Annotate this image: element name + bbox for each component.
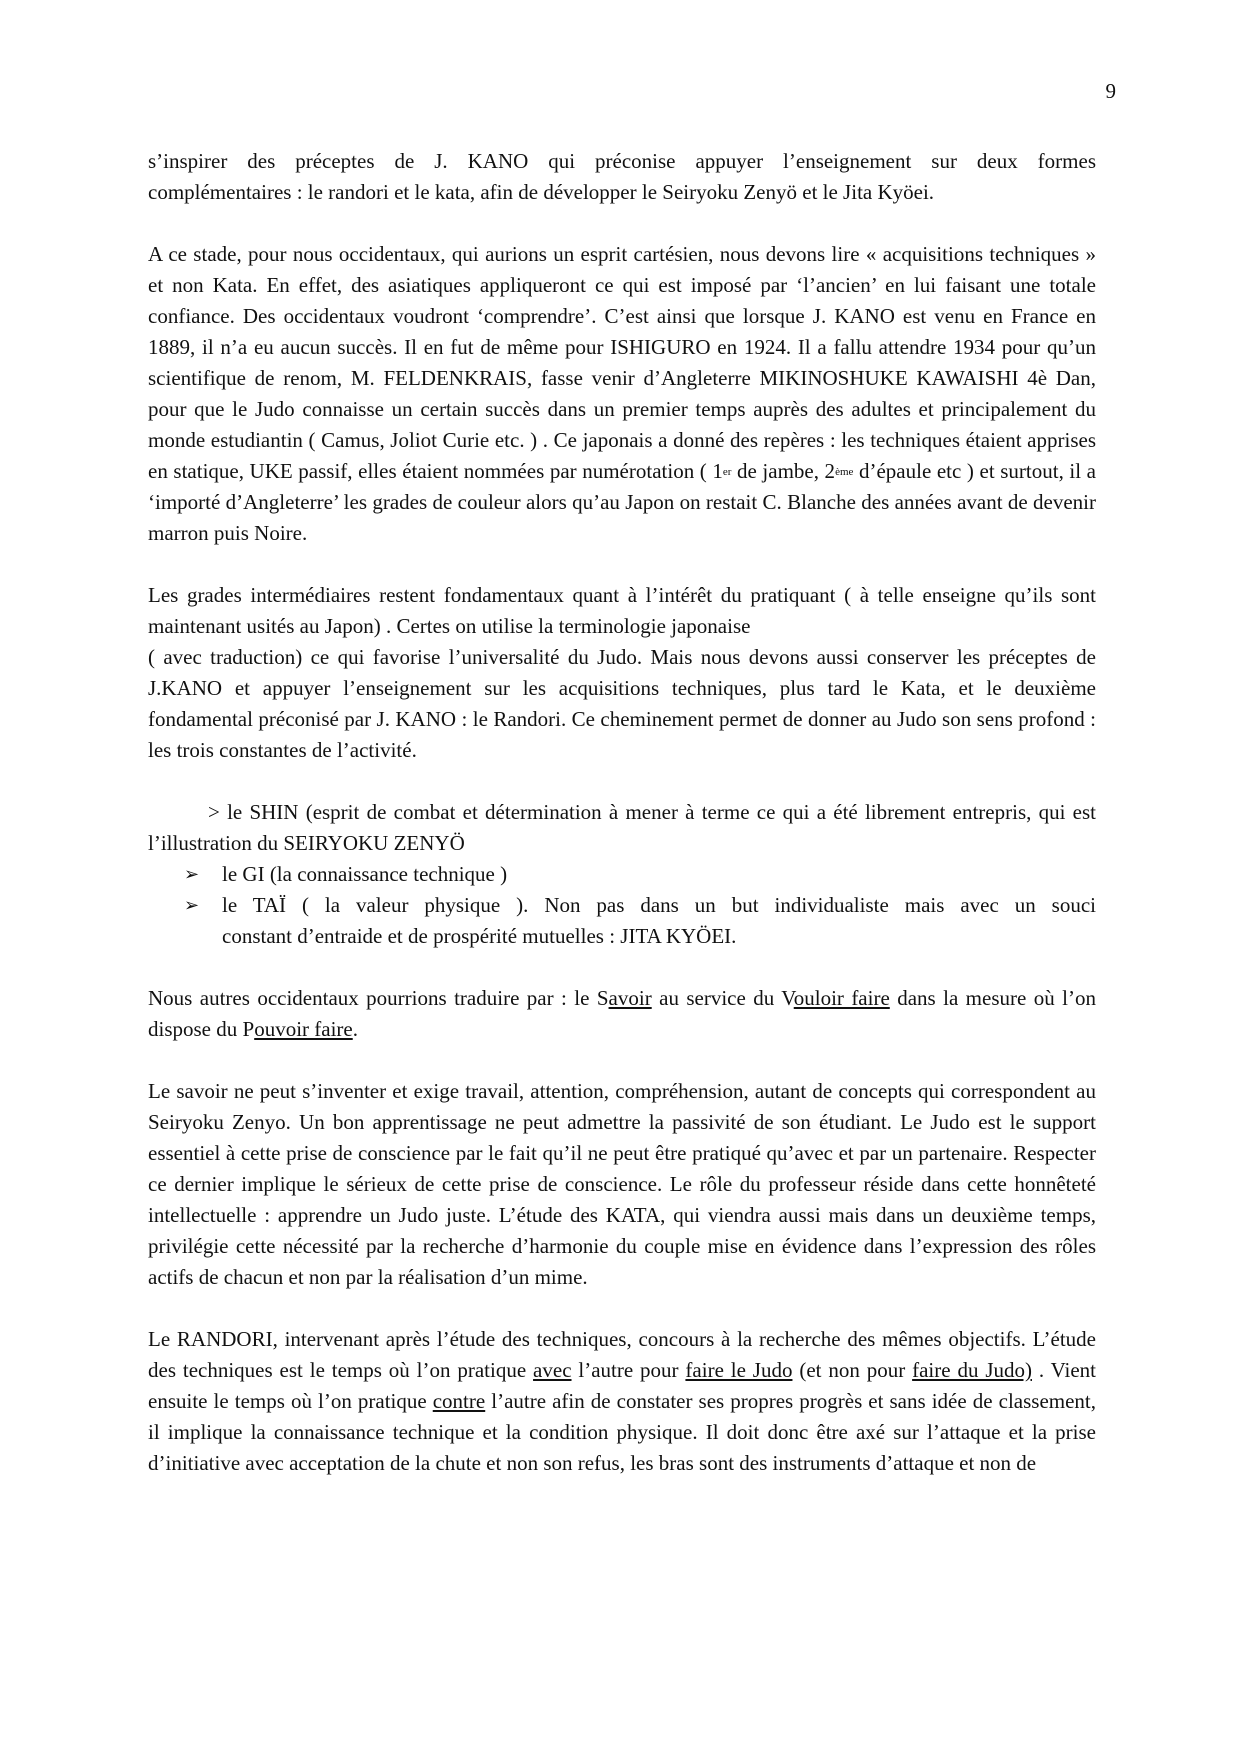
constantes-list: [148, 859, 1096, 952]
paragraph-kano-precepts: [148, 146, 1096, 208]
list-item-text: le GI (la connaissance technique ): [222, 862, 508, 886]
arrow-bullet-icon: ➢: [184, 895, 200, 916]
superscript-2eme: ème: [835, 466, 854, 478]
underlined-word: avoir: [608, 986, 652, 1010]
paragraph-text: Les grades intermédiaires restent fondamentaux quant à l’intérêt du pratiquant ( à telle enseigne qu’ils sont maintenant usités au Japon) . Certes on utilise la terminologie japonaise: [148, 583, 1096, 638]
paragraph-text: dans la mesure où l’on dispose du P: [148, 986, 1096, 1041]
list-item-tai: [148, 890, 1096, 952]
paragraph-text: A ce stade, pour nous occidentaux, qui aurions un esprit cartésien, nous devons lire « acquisitions techniques » et non Kata. En effet, des asiatiques appliqueront ce qui est imposé par ‘l’ancien’ en lui faisant une totale confiance. Des occidentaux voudront ‘comprendre’. C’est ainsi que lorsque J. KANO est venu en France en 1889, il n’a eu aucun succès. Il en fut de même pour ISHIGURO en 1924. Il a fallu attendre 1934 pour qu’un scientifique de renom, M. FELDENKRAIS, fasse venir d’Angleterre MIKINOSHUKE KAWAISHI 4è Dan, pour que le Judo connaisse un certain succès dans un premier temps auprès des adultes et principalement du monde estudiantin ( Camus, Joliot Curie etc. ) . Ce japonais a donné des repères : les techniques étaient apprises en statique, UKE passif, elles étaient nommées par numérotation ( 1: [148, 242, 1096, 483]
paragraph-text: . Vient ensuite le temps où l’on pratique: [148, 1358, 1096, 1413]
paragraph-text: Le RANDORI, intervenant après l’étude des techniques, concours à la recherche des mêmes objectifs. L’étude des techniques est le temps où l’on pratique: [148, 1327, 1096, 1382]
paragraph-text: (et non pour: [792, 1358, 913, 1382]
superscript-1er: er: [722, 466, 732, 478]
underlined-word: ouloir faire: [793, 986, 890, 1010]
paragraph-text: de jambe, 2: [731, 459, 836, 483]
constante-shin: > le SHIN (esprit de combat et détermination à mener à terme ce qui a été librement entrepris, qui est l’illustration du SEIRYOKU ZENYÖ: [148, 800, 1096, 855]
arrow-bullet-icon: ➢: [184, 864, 200, 885]
paragraph-text: d’épaule etc ) et surtout, il a ‘importé d’Angleterre’ les grades de couleur alors qu’au Japon on restait C. Blanche des années avant de devenir marron puis Noire.: [148, 459, 1096, 545]
paragraph-text: ( avec traduction) ce qui favorise l’universalité du Judo. Mais nous devons aussi conserver les préceptes de J.KANO et appuyer l’enseignement sur les acquisitions techniques, plus tard le Kata, et le deuxième fondamental préconisé par J. KANO : le Randori. Ce cheminement permet de donner au Judo son sens profond : les trois constantes de l’activité.: [148, 645, 1096, 762]
underlined-word: faire du Judo): [912, 1358, 1032, 1382]
paragraph-grades: [148, 580, 1096, 766]
list-item-gi: [148, 859, 1096, 890]
page-number: 9: [1105, 79, 1116, 103]
paragraph-line: s’inspirer des préceptes de J. KANO qui préconise appuyer l’enseignement sur deux formes: [148, 149, 1096, 173]
underlined-word: contre: [432, 1389, 486, 1413]
paragraph-savoir-vouloir-pouvoir: [148, 983, 1096, 1045]
paragraph-text: l’autre pour: [571, 1358, 686, 1382]
paragraph-occidentaux: [148, 239, 1096, 549]
paragraph-text: l’autre afin de constater ses propres progrès et sans idée de classement, il implique la connaissance technique et la condition physique. Il doit donc être axé sur l’attaque et la prise d’initiative avec acceptation de la chute et non son refus, les bras sont des instruments d’attaque et non de: [148, 1389, 1096, 1475]
paragraph-randori: [148, 1324, 1096, 1479]
paragraph-text: au service du V: [651, 986, 794, 1010]
underlined-word: faire le Judo: [685, 1358, 793, 1382]
paragraph-text: Nous autres occidentaux pourrions traduire par : le S: [148, 986, 609, 1010]
list-item-text: le TAÏ ( la valeur physique ). Non pas dans un but individualiste mais avec un souci: [222, 893, 1096, 917]
underlined-word: ouvoir faire: [254, 1017, 353, 1041]
page-body: [148, 146, 1096, 1479]
paragraph-savoir: Le savoir ne peut s’inventer et exige travail, attention, compréhension, autant de concepts qui correspondent au Seiryoku Zenyo. Un bon apprentissage ne peut admettre la passivité de son étudiant. Le Judo est le support essentiel à cette prise de conscience par le fait qu’il ne peut être pratiqué qu’avec et par un partenaire. Respecter ce dernier implique le sérieux de cette prise de conscience. Le rôle du professeur réside dans cette honnêteté intellectuelle : apprendre un Judo juste. L’étude des KATA, qui viendra aussi mais dans un deuxième temps, privilégie cette nécessité par la recherche d’harmonie du couple mise en évidence dans l’expression des rôles actifs de chacun et non par la réalisation d’un mime.: [148, 1079, 1096, 1289]
list-item-text: constant d’entraide et de prospérité mutuelles : JITA KYÖEI.: [222, 924, 737, 948]
paragraph-line: complémentaires : le randori et le kata, afin de développer le Seiryoku Zenyö et le Jita Kyöei.: [148, 180, 935, 204]
underlined-word: avec: [533, 1358, 572, 1382]
paragraph-text: .: [352, 1017, 358, 1041]
